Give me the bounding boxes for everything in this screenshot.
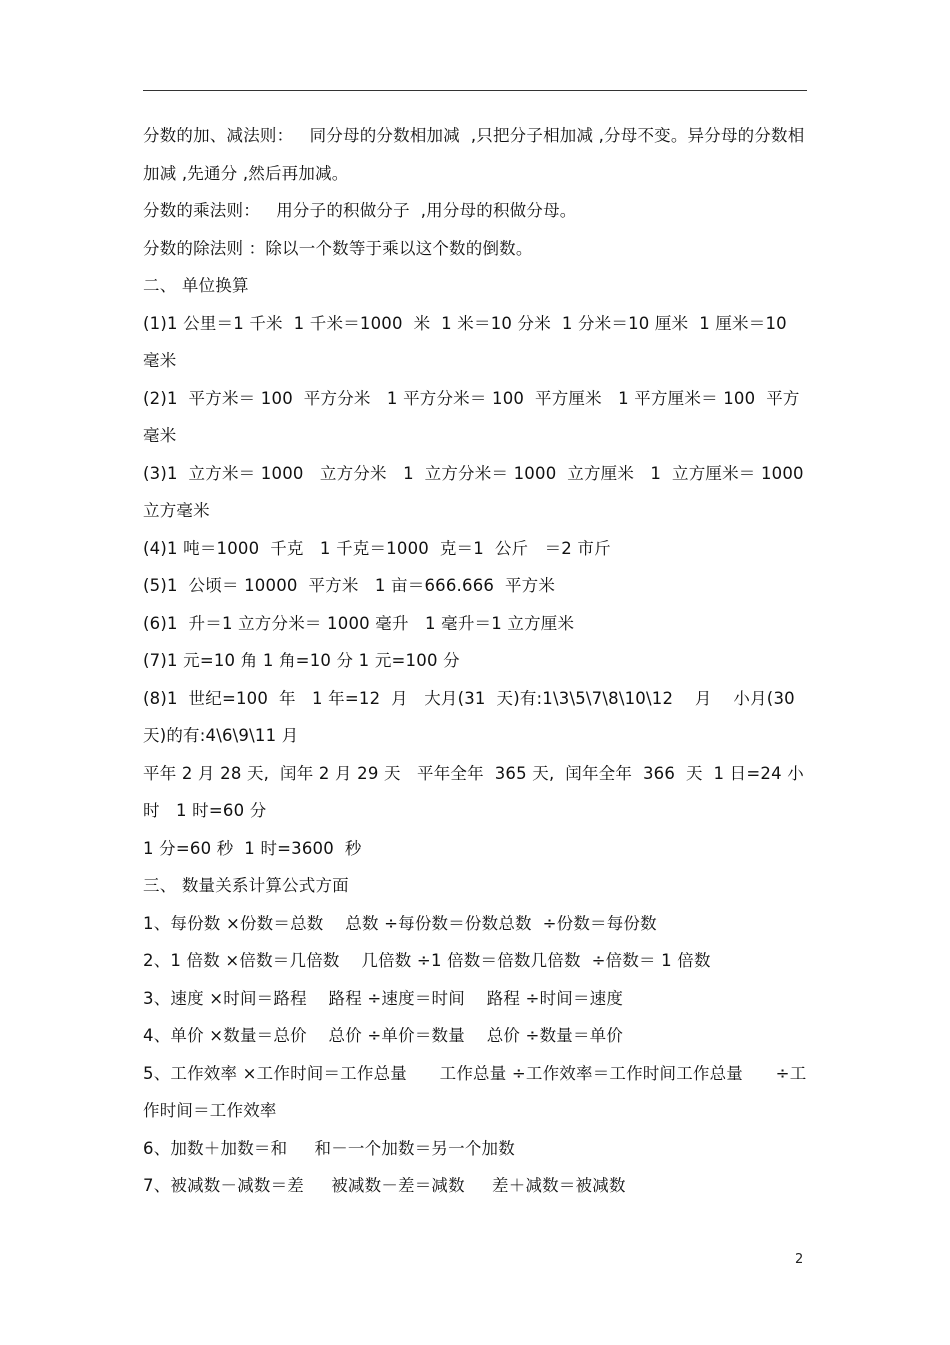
paragraph-length-units: (1)1 公里＝1 千米 1 千米＝1000 米 1 米＝10 分米 1 分米＝10 厘米 1 厘米＝10 毫米 <box>143 313 793 370</box>
formula-item-1: 1、每份数 ×份数＝总数 总数 ÷每份数＝份数总数 ÷份数＝每份数 <box>143 913 657 933</box>
paragraph-land-area-units: (5)1 公顷＝ 10000 平方米 1 亩＝666.666 平方米 <box>143 576 556 595</box>
paragraph-weight-units: (4)1 吨＝1000 千克 1 千克＝1000 克＝1 公斤 ＝2 市斤 <box>143 538 611 558</box>
paragraph-area-units: (2)1 平方米＝ 100 平方分米 1 平方分米＝ 100 平方厘米 1 平方厘米＝ 100 平方毫米 <box>143 388 800 445</box>
paragraph-fraction-add-subtract: 分数的加、减法则： 同分母的分数相加减 ,只把分子相加减 ,分母不变。异分母的分数相加减 ,先通分 ,然后再加减。 <box>143 126 805 183</box>
formula-item-2: 2、1 倍数 ×倍数＝几倍数 几倍数 ÷1 倍数＝倍数几倍数 ÷倍数＝ 1 倍数 <box>143 951 711 970</box>
section-heading-quantity-relations: 三、 数量关系计算公式方面 <box>143 876 349 895</box>
formula-item-5: 5、工作效率 ×工作时间＝工作总量 工作总量 ÷工作效率＝工作时间工作总量 ÷工作时间＝工作效率 <box>143 1063 807 1120</box>
paragraph-volume-units: (3)1 立方米＝ 1000 立方分米 1 立方分米＝ 1000 立方厘米 1 立方厘米＝ 1000 立方毫米 <box>143 463 810 520</box>
paragraph-fraction-divide: 分数的除法则 ：除以一个数等于乘以这个数的倒数。 <box>143 238 533 258</box>
formula-item-3: 3、速度 ×时间＝路程 路程 ÷速度＝时间 路程 ÷时间＝速度 <box>143 988 624 1008</box>
section-heading-unit-conversion: 二、 单位换算 <box>143 276 249 295</box>
paragraph-time-units-minute: 1 分=60 秒 1 时=3600 秒 <box>143 838 362 858</box>
formula-item-4: 4、单价 ×数量＝总价 总价 ÷单价＝数量 总价 ÷数量＝单价 <box>143 1026 624 1045</box>
document-body <box>143 117 810 1205</box>
formula-item-6: 6、加数＋加数＝和 和－一个加数＝另一个加数 <box>143 1138 515 1158</box>
page-number: 2 <box>795 1252 804 1267</box>
paragraph-time-units-year: 平年 2 月 28 天, 闰年 2 月 29 天 平年全年 365 天, 闰年全年 366 天 1 日=24 小时 1 时=60 分 <box>143 763 804 820</box>
paragraph-currency-units: (7)1 元=10 角 1 角=10 分 1 元=100 分 <box>143 651 460 670</box>
paragraph-capacity-units: (6)1 升＝1 立方分米＝ 1000 毫升 1 毫升＝1 立方厘米 <box>143 613 575 633</box>
header-rule <box>143 90 807 91</box>
paragraph-fraction-multiply: 分数的乘法则： 用分子的积做分子 ,用分母的积做分母。 <box>143 201 577 220</box>
formula-item-7: 7、被减数－减数＝差 被减数－差＝减数 差＋减数＝被减数 <box>143 1176 626 1195</box>
paragraph-time-units-century: (8)1 世纪=100 年 1 年=12 月 大月(31 天)有:1\3\5\7\8\10\12 月 小月(30 天)的有:4\6\9\11 月 <box>143 688 806 745</box>
